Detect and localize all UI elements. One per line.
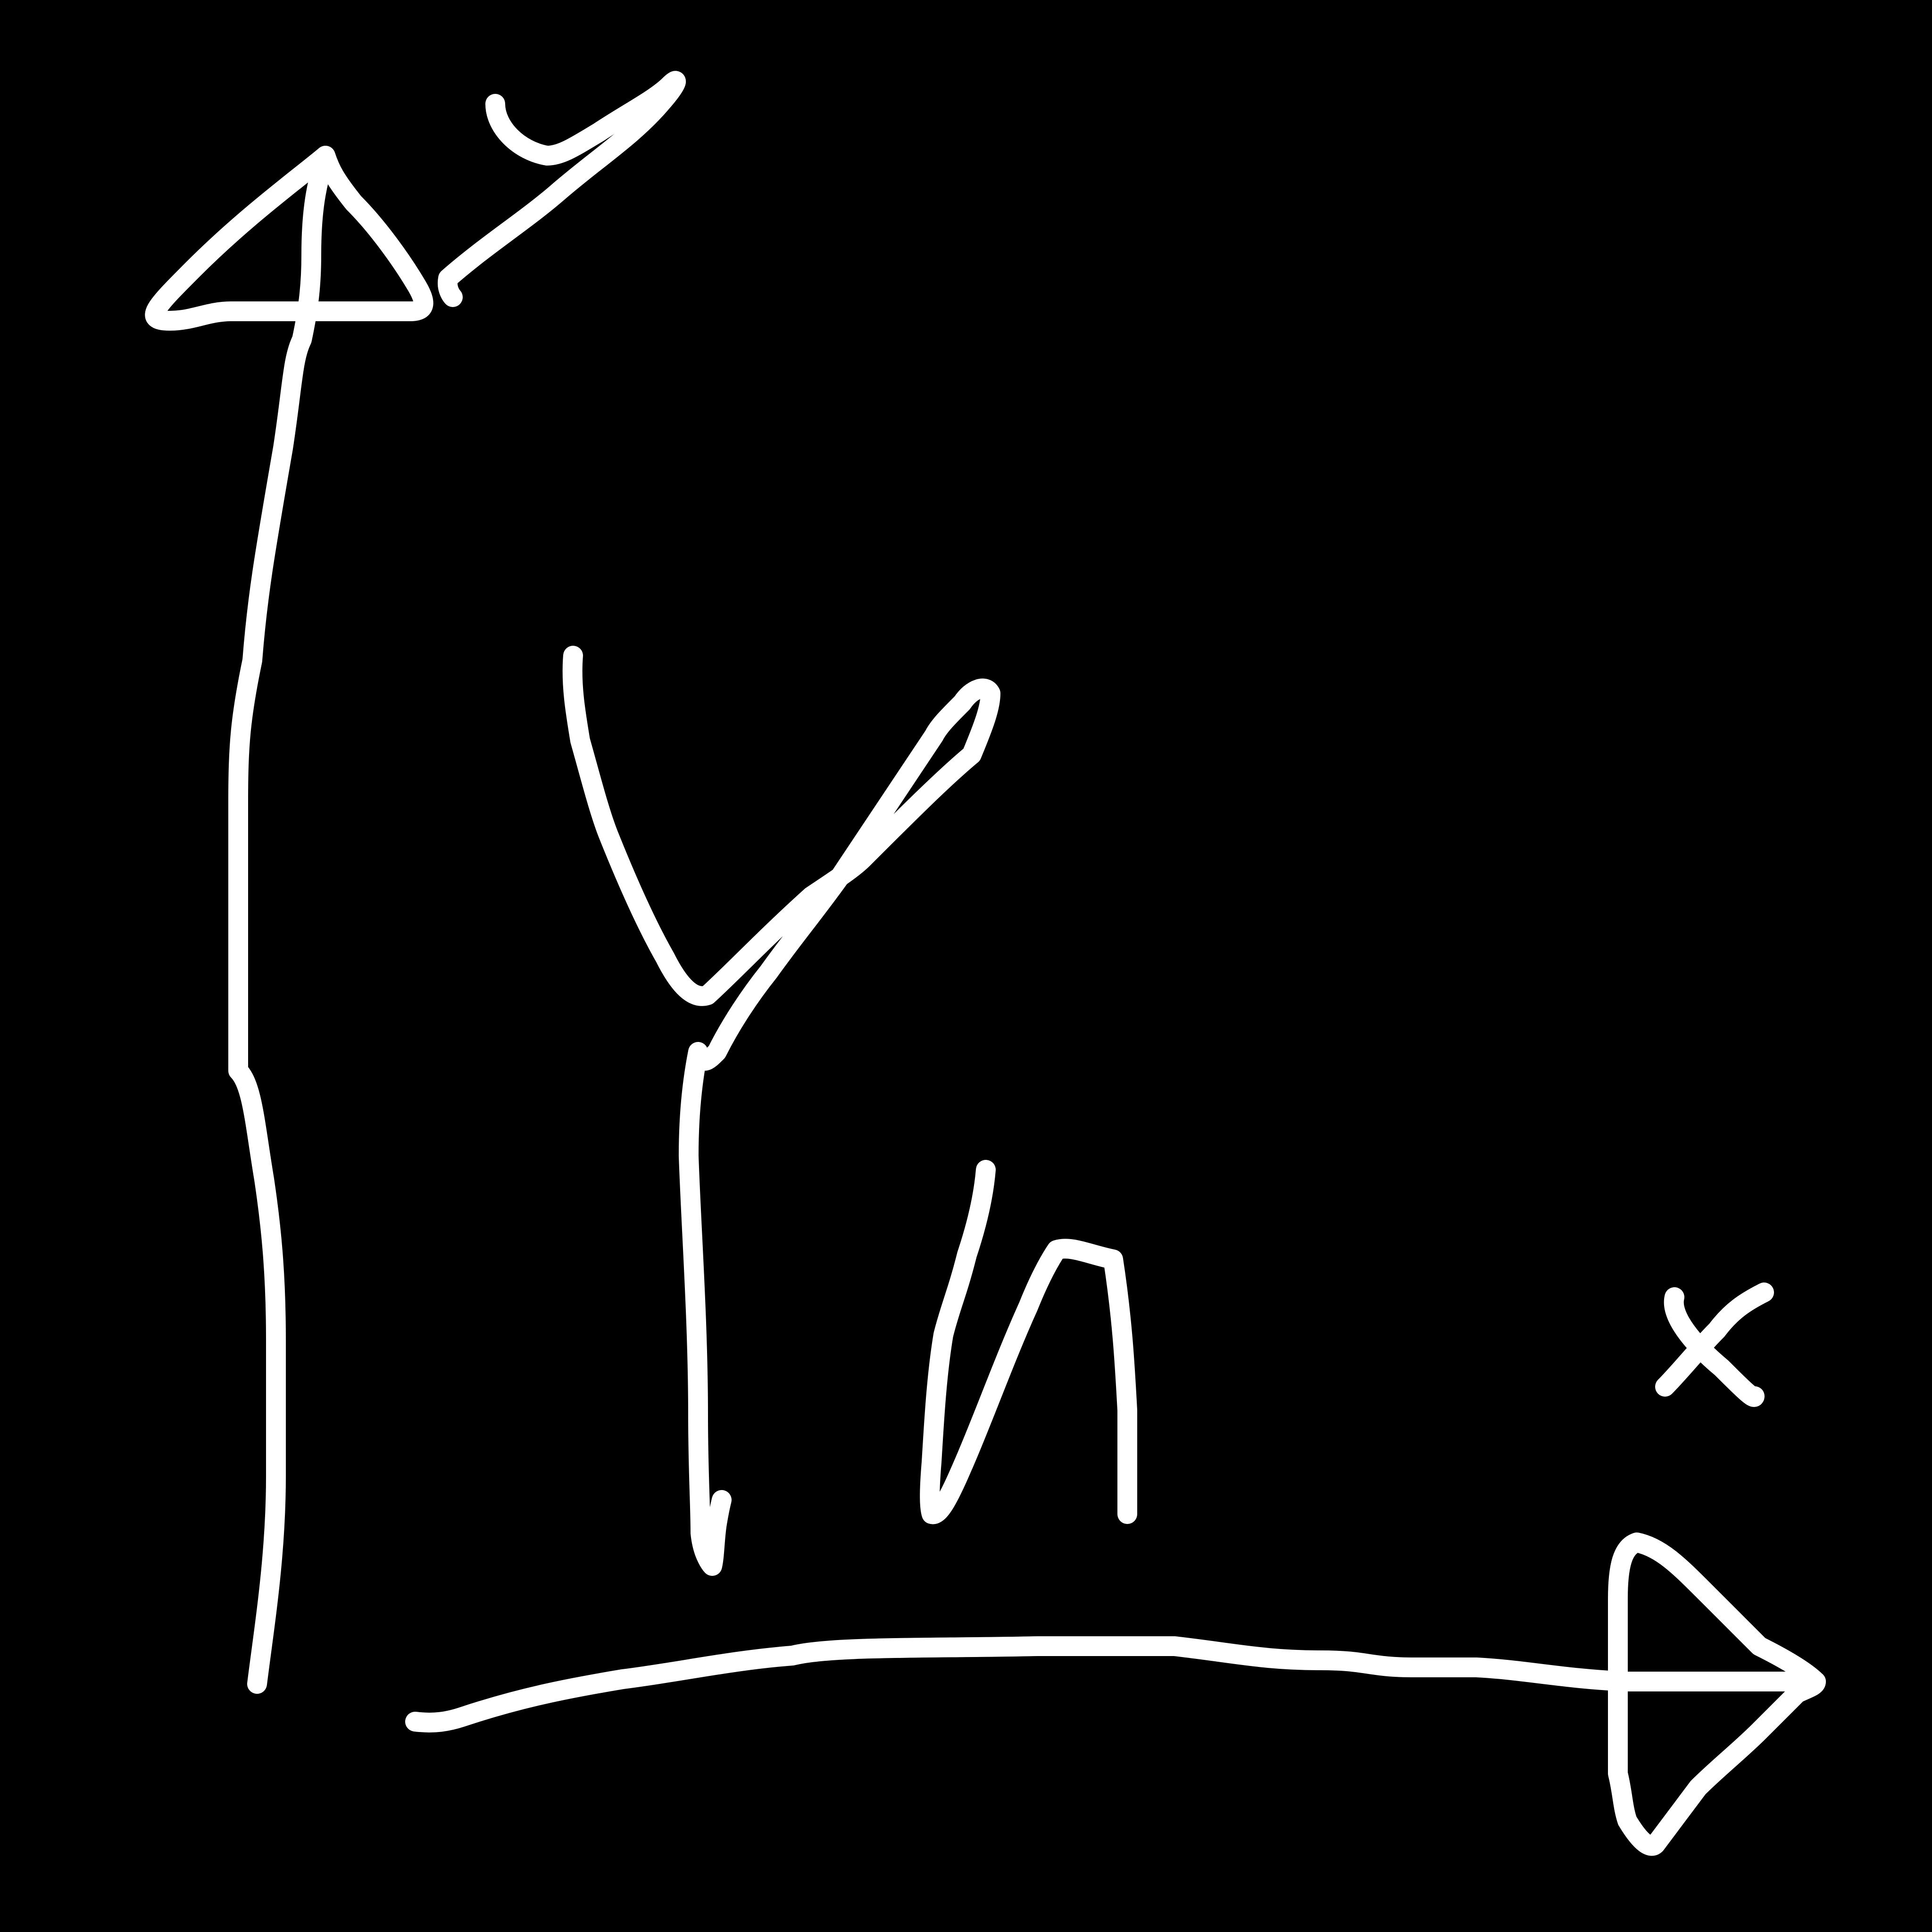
y-axis-line xyxy=(238,156,325,1684)
x-axis-arrowhead xyxy=(1618,1542,1816,1846)
letter-n-glyph xyxy=(930,1170,1127,1514)
y-axis-arrowhead xyxy=(155,156,423,321)
y-axis-label-glyph xyxy=(448,81,676,297)
x-axis-line xyxy=(415,1646,1816,1723)
